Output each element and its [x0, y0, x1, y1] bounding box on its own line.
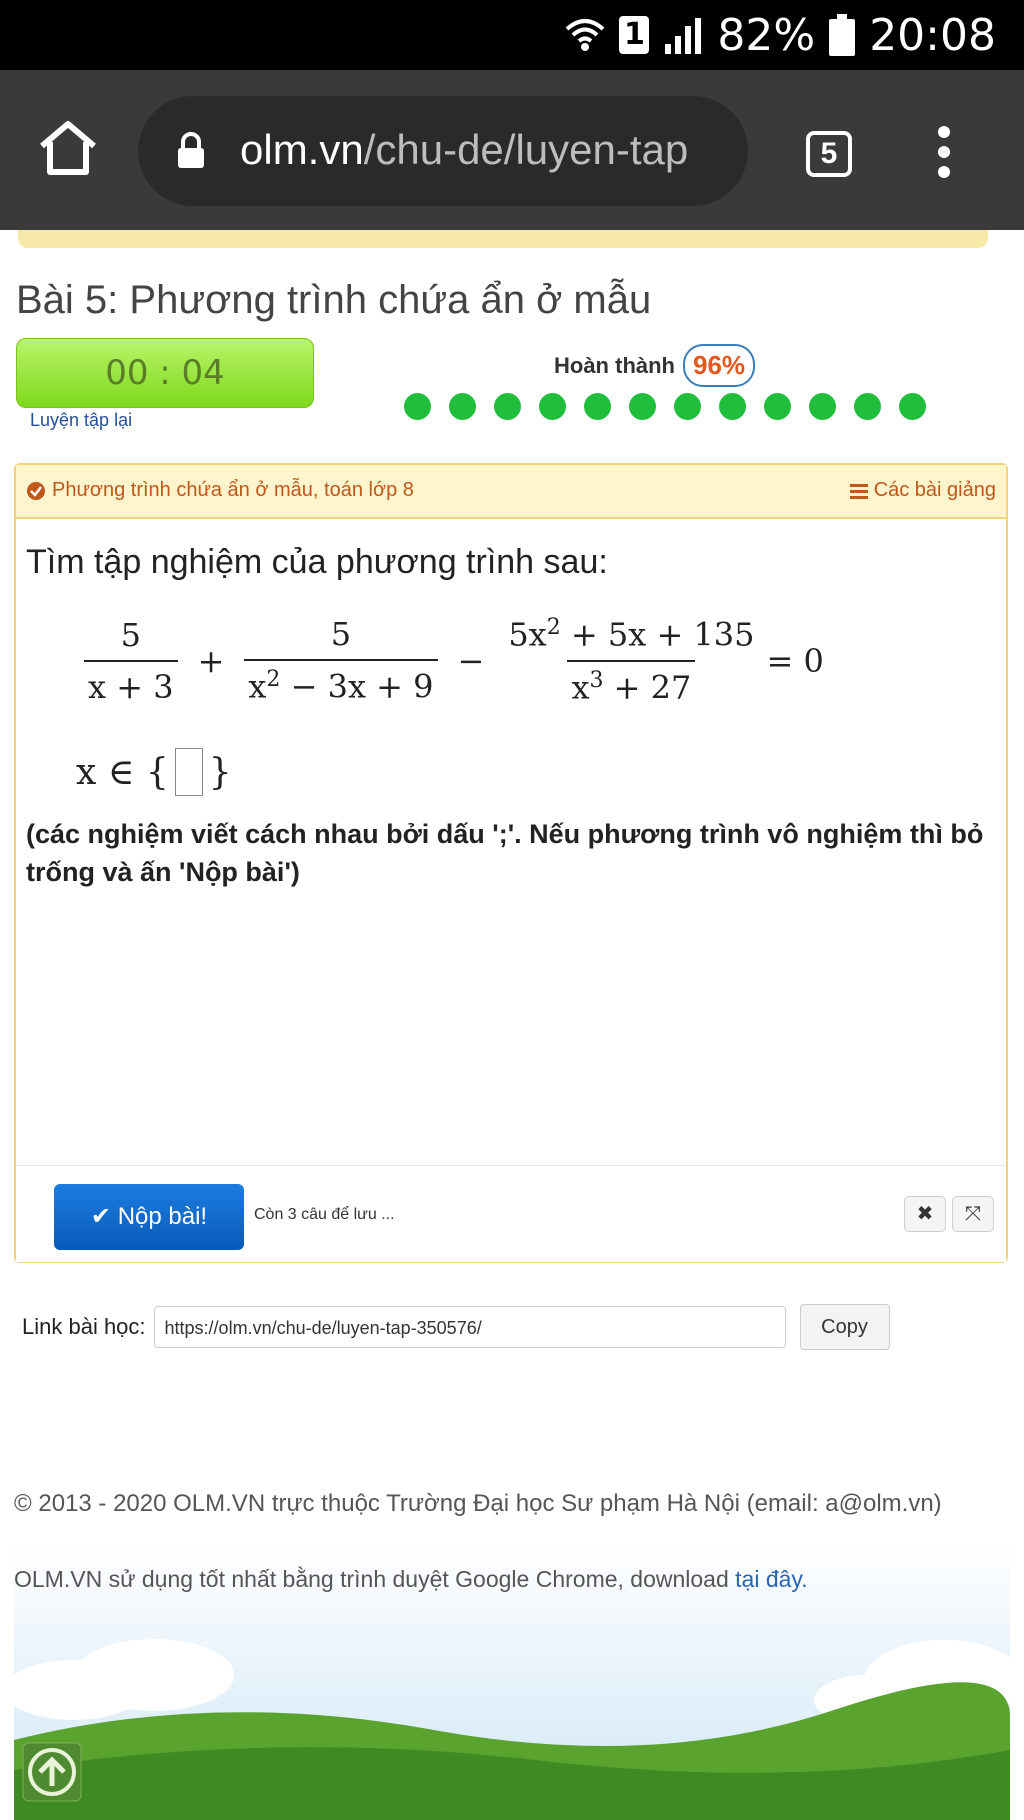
- download-link[interactable]: tại đây.: [735, 1566, 808, 1592]
- home-icon[interactable]: [36, 116, 100, 180]
- progress-text: Hoàn thành: [554, 352, 675, 378]
- topic-text: Phương trình chứa ẩn ở mẫu, toán lớp 8: [52, 479, 414, 501]
- battery-percent: 82%: [717, 9, 816, 61]
- answer-prefix: x ∈ {: [76, 751, 169, 793]
- progress-dot[interactable]: [854, 393, 881, 420]
- share-link-input[interactable]: https://olm.vn/chu-de/luyen-tap-350576/: [154, 1306, 786, 1348]
- arrow-up-icon[interactable]: [22, 1742, 82, 1802]
- fraction-2-num: 5: [330, 615, 352, 654]
- question-prompt: Tìm tập nghiệm của phương trình sau:: [26, 543, 608, 581]
- fraction-1: [84, 616, 178, 706]
- address-bar[interactable]: [138, 96, 748, 206]
- check-icon: ✔: [90, 1203, 112, 1230]
- progress-label: [554, 344, 755, 387]
- url-text: [240, 126, 688, 174]
- minus-operator: −: [457, 641, 485, 680]
- sim-indicator: 1: [619, 16, 649, 54]
- plus-operator: +: [197, 641, 225, 680]
- footer-browser-text: OLM.VN sử dụng tốt nhất bằng trình duyệt Google Chrome, download: [14, 1566, 729, 1592]
- copy-button[interactable]: Copy: [800, 1304, 890, 1350]
- progress-dot[interactable]: [494, 393, 521, 420]
- browser-toolbar: [0, 70, 1024, 230]
- lectures-link[interactable]: [850, 479, 996, 502]
- question-panel: [14, 463, 1008, 1263]
- fullscreen-icon[interactable]: ⤧: [952, 1196, 994, 1232]
- progress-dot[interactable]: [629, 393, 656, 420]
- submit-button[interactable]: [54, 1184, 244, 1250]
- progress-dot[interactable]: [584, 393, 611, 420]
- question-header: [16, 465, 1006, 519]
- fraction-2: [244, 615, 437, 706]
- signal-icon: [663, 16, 703, 54]
- fraction-3-den-rest: + 27: [603, 668, 692, 707]
- share-link-row: [22, 1304, 890, 1350]
- topic-label: [26, 479, 414, 502]
- progress-dot[interactable]: [809, 393, 836, 420]
- question-footer: [16, 1165, 1006, 1262]
- footer-copyright: © 2013 - 2020 OLM.VN trực thuộc Trường Đại học Sư phạm Hà Nội (email: a@olm.vn): [14, 1490, 942, 1517]
- fraction-3-den-var: x: [571, 668, 590, 707]
- share-link-label: Link bài học:: [22, 1314, 146, 1339]
- fraction-1-num: 5: [120, 615, 141, 654]
- save-note: Còn 3 câu để lưu ...: [254, 1206, 395, 1223]
- clock: 20:08: [869, 9, 996, 61]
- answer-instructions: (các nghiệm viết cách nhau bởi dấu ';'. Nếu phương trình vô nghiệm thì bỏ trống và ấn 'Nộp bài'): [26, 819, 984, 887]
- answer-input[interactable]: [175, 748, 203, 796]
- fraction-3-num-rest: + 5x + 135: [560, 615, 755, 654]
- progress-dot[interactable]: [899, 393, 926, 420]
- battery-icon: [829, 14, 855, 56]
- fraction-3-den-exp: 3: [589, 667, 604, 693]
- fraction-3-den: [567, 660, 695, 707]
- check-circle-icon: [26, 481, 46, 501]
- fraction-2-den-rest: − 3x + 9: [280, 667, 434, 706]
- fraction-2-den: [244, 659, 437, 706]
- tab-switcher-button[interactable]: 5: [806, 131, 852, 177]
- close-icon[interactable]: ✖: [904, 1196, 946, 1232]
- progress-dot[interactable]: [449, 393, 476, 420]
- url-path: /chu-de/luyen-tap: [363, 126, 689, 173]
- timer: 00 : 04: [16, 338, 314, 408]
- redo-link[interactable]: Luyện tập lại: [30, 410, 133, 430]
- url-host: olm.vn: [240, 126, 364, 173]
- progress-percent-badge: 96%: [683, 344, 755, 387]
- progress-dot[interactable]: [674, 393, 701, 420]
- fraction-2-den-exp: 2: [266, 667, 281, 693]
- status-bar: [0, 0, 1024, 70]
- fraction-2-den-var: x: [248, 667, 267, 706]
- page-title: Bài 5: Phương trình chứa ẩn ở mẫu: [16, 278, 652, 322]
- progress-dot[interactable]: [764, 393, 791, 420]
- list-icon: [850, 483, 868, 499]
- equation: [76, 615, 824, 706]
- submit-label: Nộp bài!: [117, 1203, 208, 1230]
- menu-icon[interactable]: [930, 126, 958, 182]
- progress-dot[interactable]: [719, 393, 746, 420]
- fraction-3-num-a: 5x: [508, 615, 547, 654]
- answer-line: [76, 748, 232, 796]
- lock-icon: [176, 132, 206, 170]
- wifi-icon: [565, 17, 605, 53]
- progress-dot[interactable]: [539, 393, 566, 420]
- fraction-3-num: [504, 615, 758, 660]
- footer-browser-note: [14, 1566, 808, 1593]
- equation-rhs: = 0: [766, 641, 824, 680]
- fraction-3-num-exp: 2: [546, 615, 561, 640]
- fraction-1-den: x + 3: [84, 660, 178, 706]
- fraction-3: [504, 615, 758, 706]
- progress-dots: [404, 393, 926, 420]
- progress-dot[interactable]: [404, 393, 431, 420]
- lectures-text: Các bài giảng: [873, 479, 996, 501]
- breadcrumb: [18, 230, 988, 248]
- answer-suffix: }: [208, 751, 232, 793]
